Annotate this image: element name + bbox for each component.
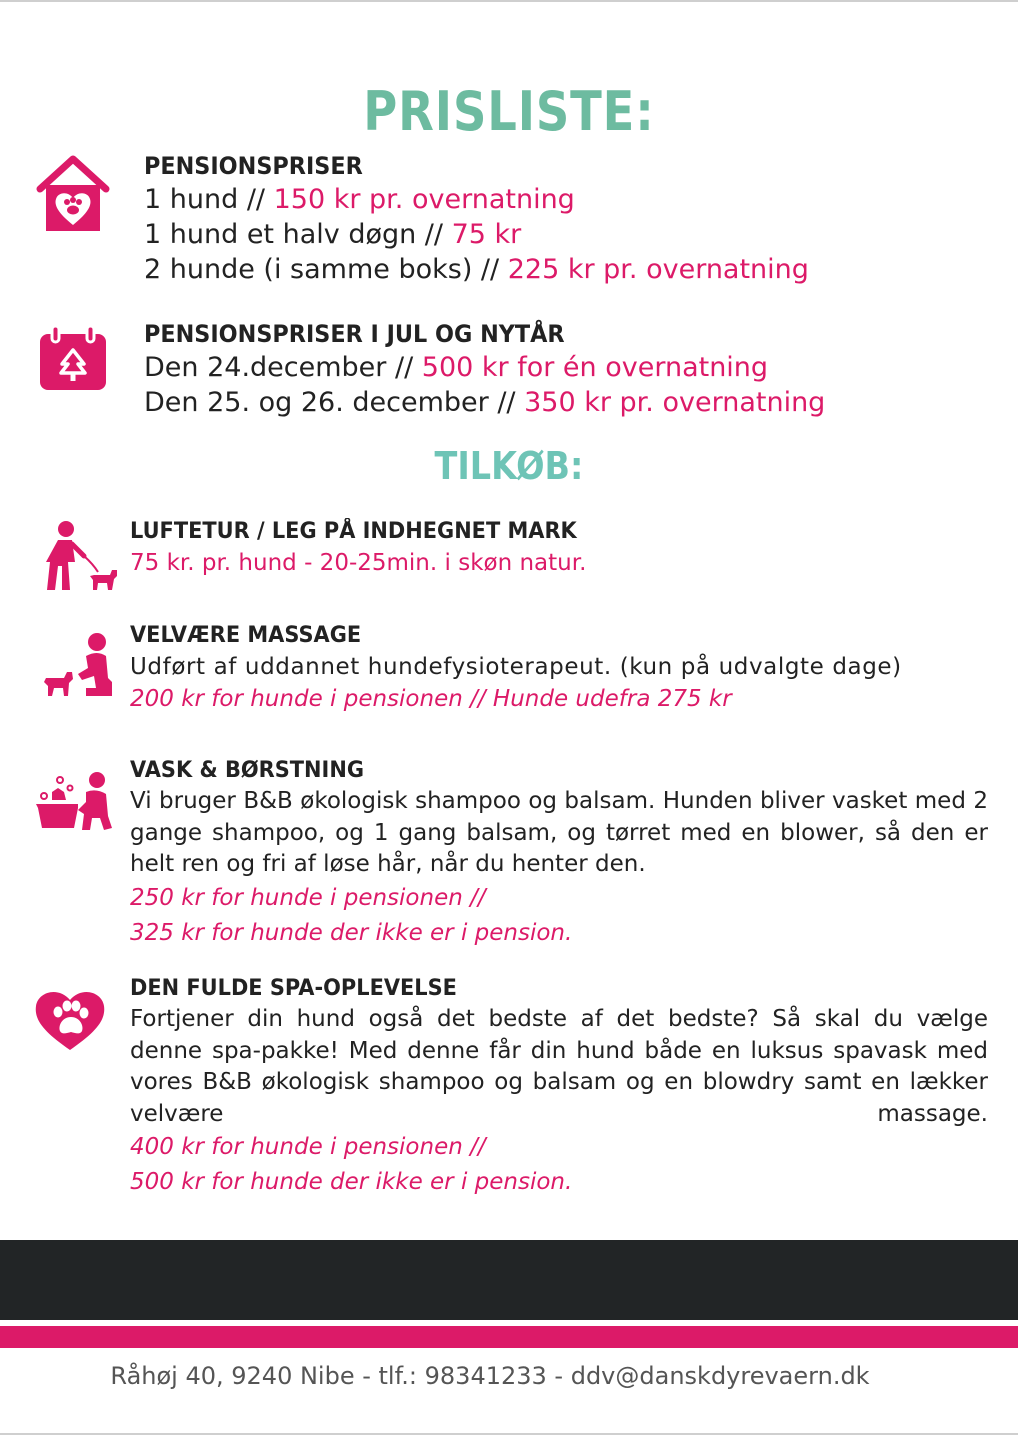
service-spa — [130, 973, 988, 1198]
service-heading: VASK & BØRSTNING — [130, 758, 364, 783]
service-price: 500 kr for hunde der ikke er i pension. — [130, 1169, 573, 1195]
price-row — [144, 385, 1004, 420]
price-value: 225 kr pr. overnatning — [507, 254, 809, 285]
service-price: 75 kr. pr. hund - 20-25min. i skøn natur. — [130, 550, 587, 576]
service-description: Fortjener din hund også det bedste af det bedste? Så skal du vælge denne spa-pakke! Med denne får din hund både en luksus spavask med vores B&B økologisk shampoo og balsam og en blowdry samt en lækker velvære massage. — [130, 1006, 988, 1127]
price-row — [144, 252, 1004, 287]
service-heading: LUFTETUR / LEG PÅ INDHEGNET MARK — [130, 519, 577, 544]
service-price: 325 kr for hunde der ikke er i pension. — [130, 919, 573, 946]
holiday-prices — [144, 318, 1004, 420]
price-label: Den 25. og 26. december // — [144, 387, 525, 418]
price-value: 350 kr pr. overnatning — [524, 387, 826, 418]
price-row — [144, 350, 1004, 385]
service-massage — [130, 620, 988, 715]
top-border — [0, 0, 1018, 2]
dog-walk-icon — [38, 520, 120, 592]
service-walk — [130, 516, 988, 579]
section-title-addons: TILKØB: — [434, 444, 584, 488]
pension-prices — [144, 150, 1004, 287]
price-value: 150 kr pr. overnatning — [273, 184, 575, 215]
service-description: Vi bruger B&B økologisk shampoo og balsam. Hunden bliver vasket med 2 gange shampoo, og 1 gang balsam, og tørret med en blower, så den er helt ren og fri af løse hår, når du henter den. — [130, 788, 988, 877]
price-label: 1 hund et halv døgn // — [144, 219, 452, 250]
footer-band — [0, 1240, 1018, 1320]
footer-contact: Råhøj 40, 9240 Nibe - tlf.: 98341233 - ddv@danskdyrevaern.dk — [110, 1362, 870, 1390]
service-heading: DEN FULDE SPA-OPLEVELSE — [130, 976, 457, 1001]
price-row — [144, 217, 1004, 252]
price-label: Den 24.december // — [144, 352, 422, 383]
heart-paw-icon — [34, 986, 106, 1052]
pension-heading: PENSIONSPRISER — [144, 152, 363, 180]
holiday-heading: PENSIONSPRISER I JUL OG NYTÅR — [144, 320, 565, 348]
footer-accent-stripe — [0, 1326, 1018, 1348]
price-value: 500 kr for én overnatning — [421, 352, 769, 383]
dog-house-icon — [36, 155, 110, 233]
price-label: 1 hund // — [144, 184, 274, 215]
price-value: 75 kr — [451, 219, 522, 250]
service-price: 200 kr for hunde i pensionen // Hunde udefra 275 kr — [130, 686, 732, 712]
price-row — [144, 182, 1004, 217]
service-price: 250 kr for hunde i pensionen // — [130, 884, 486, 911]
service-wash — [130, 755, 988, 949]
service-heading: VELVÆRE MASSAGE — [130, 623, 362, 648]
service-price: 400 kr for hunde i pensionen // — [130, 1134, 486, 1160]
price-label: 2 hunde (i samme boks) // — [144, 254, 508, 285]
bottom-border — [0, 1433, 1018, 1435]
service-description: Udført af uddannet hundefysioterapeut. (kun på udvalgte dage) — [130, 654, 902, 680]
massage-icon — [42, 632, 118, 700]
page-title: PRISLISTE: — [363, 80, 655, 143]
dog-wash-icon — [34, 770, 114, 832]
calendar-tree-icon — [38, 324, 108, 394]
